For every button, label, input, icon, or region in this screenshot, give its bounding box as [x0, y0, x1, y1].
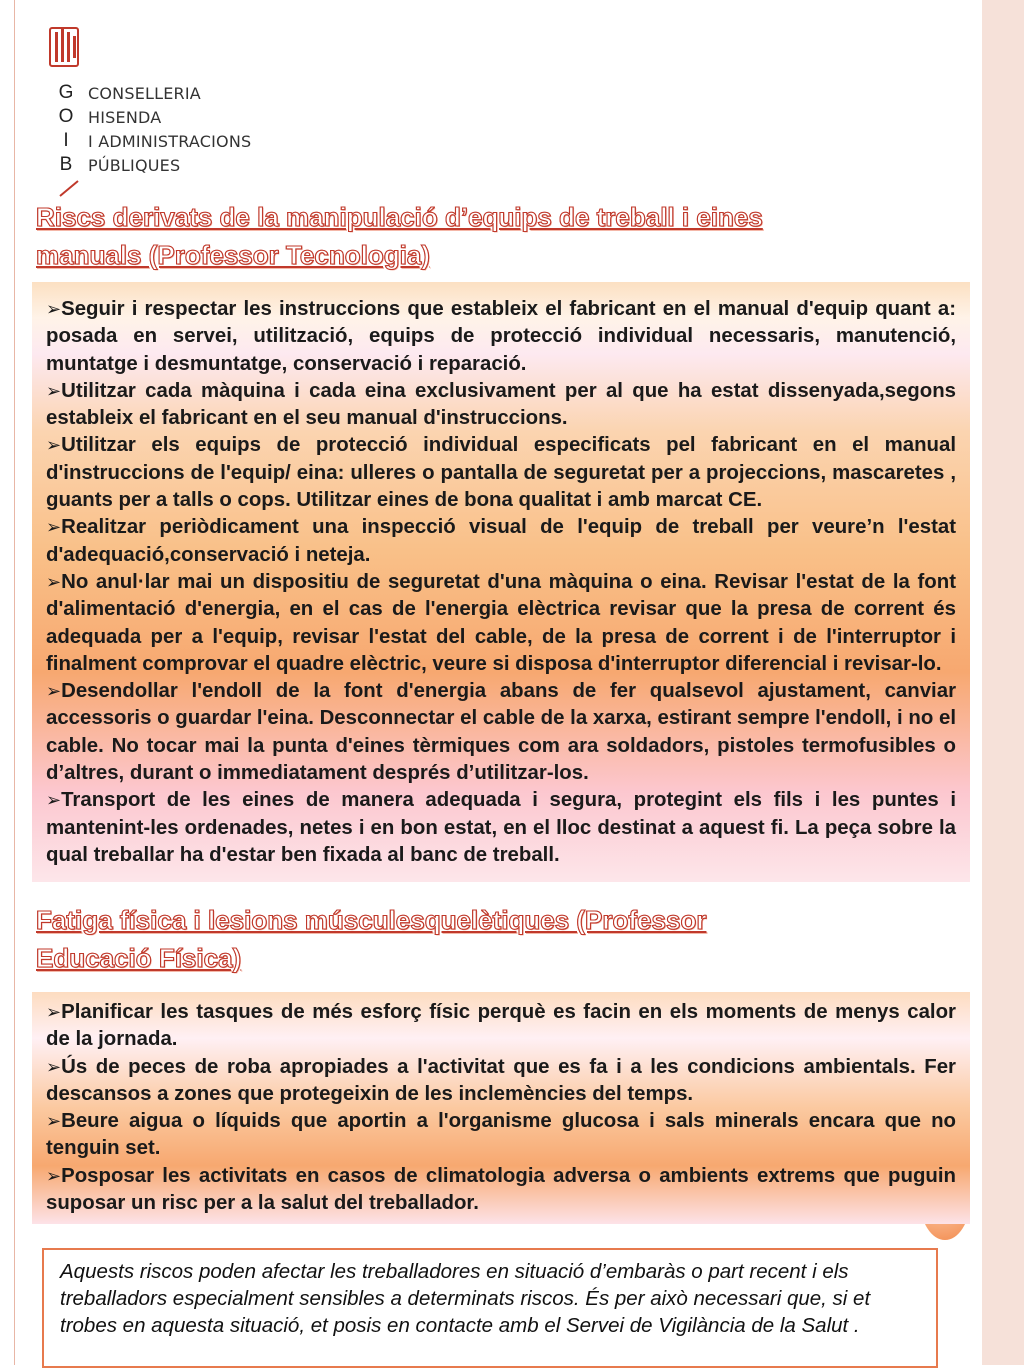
list-item-text: Utilitzar els equips de protecció individual especificats pel fabricant en el manual d'instruccions de l'equip/ eina: ulleres o pantalla de seguretat per a projeccions, mascaretes , guants per a talls o cops. Utilitzar eines de bona qualitat i amb marcat CE. [46, 434, 956, 512]
section2-title [36, 901, 936, 977]
list-item [46, 569, 956, 678]
goib-logo [48, 26, 288, 198]
list-item-text: Beure aigua o líquids que aportin a l'organisme glucosa i sals minerals encara que no tenguin set. [46, 1110, 956, 1160]
list-item [46, 432, 956, 514]
logo-letters [56, 81, 76, 177]
list-item [46, 514, 956, 569]
list-item-text: Seguir i respectar les instruccions que estableix el fabricant en el manual d'equip quant a: posada en servei, utilització, equips de protecció individual necessaris, manutenció, muntatge i desmuntatge, conservació i reparació. [46, 298, 956, 375]
section1-title-line2: manuals (Professor Tecnologia) [36, 240, 430, 270]
arrow-bullet-icon: ➢ [46, 1056, 62, 1077]
logo-text [88, 82, 251, 178]
arrow-bullet-icon: ➢ [46, 681, 62, 702]
list-item-text: Transport de les eines de manera adequada i segura, protegint els fils i les puntes i mantenint-les ordenades, netes i en bon estat, en el lloc destinat a aquest fi. La peça sobre la qual treballar ha d'estar ben fixada al banc de treball. [46, 789, 956, 866]
arrow-bullet-icon: ➢ [46, 1002, 62, 1022]
logo-letter: I [63, 130, 69, 151]
section2-title-line2: Educació Física) [36, 943, 242, 973]
list-item-text: Posposar les activitats en casos de climatologia adversa o ambients extrems que puguin suposar un risc per a la salut del treballador. [46, 1164, 956, 1215]
arrow-bullet-icon: ➢ [46, 571, 62, 592]
arrow-bullet-icon: ➢ [46, 517, 62, 538]
list-item [46, 296, 956, 378]
list-item [46, 378, 956, 433]
list-item [46, 999, 956, 1054]
list-item-text: Desendollar l'endoll de la font d'energia abans de fer qualsevol ajustament, canviar accessoris o guardar l'eina. Desconnectar el cable de la xarxa, estirant sempre l'endoll, i no el cable. No tocar mai la punta d'eines tèrmiques com ara soldadors, pistoles termofusibles o d’altres, durant o immediatament després d’utilitzar-los. [46, 680, 956, 785]
list-item [46, 678, 956, 787]
arrow-bullet-icon: ➢ [46, 380, 62, 401]
list-item-text: Planificar les tasques de més esforç físic perquè es facin en els moments de menys calor de la jornada. [46, 1001, 956, 1051]
note-text: Aquests riscos poden afectar les treballadores en situació d’embaràs o part recent i els treballadors especialment sensibles a determinats riscos. És per això necessari que, si et trobes en aquesta situació, et posis en contacte amb el Servei de Vigilància de la Salut . [60, 1260, 871, 1337]
list-item [46, 1108, 956, 1163]
list-item-text: Realitzar periòdicament una inspecció visual de l'equip de treball per veure’n l'estat d'adequació,conservació i neteja. [46, 516, 956, 566]
logo-letter: O [58, 106, 74, 127]
logo-emblem-icon [48, 26, 80, 68]
arrow-bullet-icon: ➢ [46, 435, 62, 456]
logo-line: CONSELLERIA [88, 84, 201, 103]
logo-line: PÚBLIQUES [88, 156, 181, 175]
arrow-bullet-icon: ➢ [46, 1165, 62, 1186]
logo-slash-icon [58, 178, 82, 198]
section1-list [46, 296, 956, 869]
section2-list [46, 999, 956, 1217]
list-item [46, 1163, 956, 1218]
arrow-bullet-icon: ➢ [46, 1111, 62, 1132]
list-item-text: Utilitzar cada màquina i cada eina exclusivament per al que ha estat dissenyada,segons estableix el fabricant en el seu manual d'instruccions. [46, 379, 956, 430]
list-item [46, 1054, 956, 1109]
arrow-bullet-icon: ➢ [46, 299, 62, 319]
section1-title [36, 198, 936, 274]
list-item-text: Ús de peces de roba apropiades a l'activitat que es fa i a les condicions ambientals. Fer descansos a zones que protegeixin de les inclemències del temps. [46, 1055, 956, 1105]
logo-letter: G [58, 82, 74, 103]
right-decorative-strip [982, 0, 1024, 1365]
health-surveillance-note [42, 1248, 938, 1368]
logo-line: I ADMINISTRACIONS [88, 132, 252, 151]
section2-title-line1: Fatiga física i lesions músculesquelètiques (Professor [36, 905, 707, 935]
arrow-bullet-icon: ➢ [46, 790, 62, 811]
list-item-text: No anul·lar mai un dispositiu de seguretat d'una màquina o eina. Revisar l'estat de la font d'alimentació d'energia, en el cas de l'energia elèctrica revisar que la presa de corrent és adequada per a l'equip, revisar l'estat del cable, de la presa de corrent i de l'interruptor i finalment comprovar el quadre elèctric, veure si disposa d'interruptor diferencial i revisar-lo. [46, 570, 956, 675]
section1-title-line1: Riscs derivats de la manipulació d’equips de treball i eines [36, 202, 763, 232]
logo-line: HISENDA [88, 108, 162, 127]
logo-letter: B [59, 154, 73, 175]
list-item [46, 787, 956, 869]
